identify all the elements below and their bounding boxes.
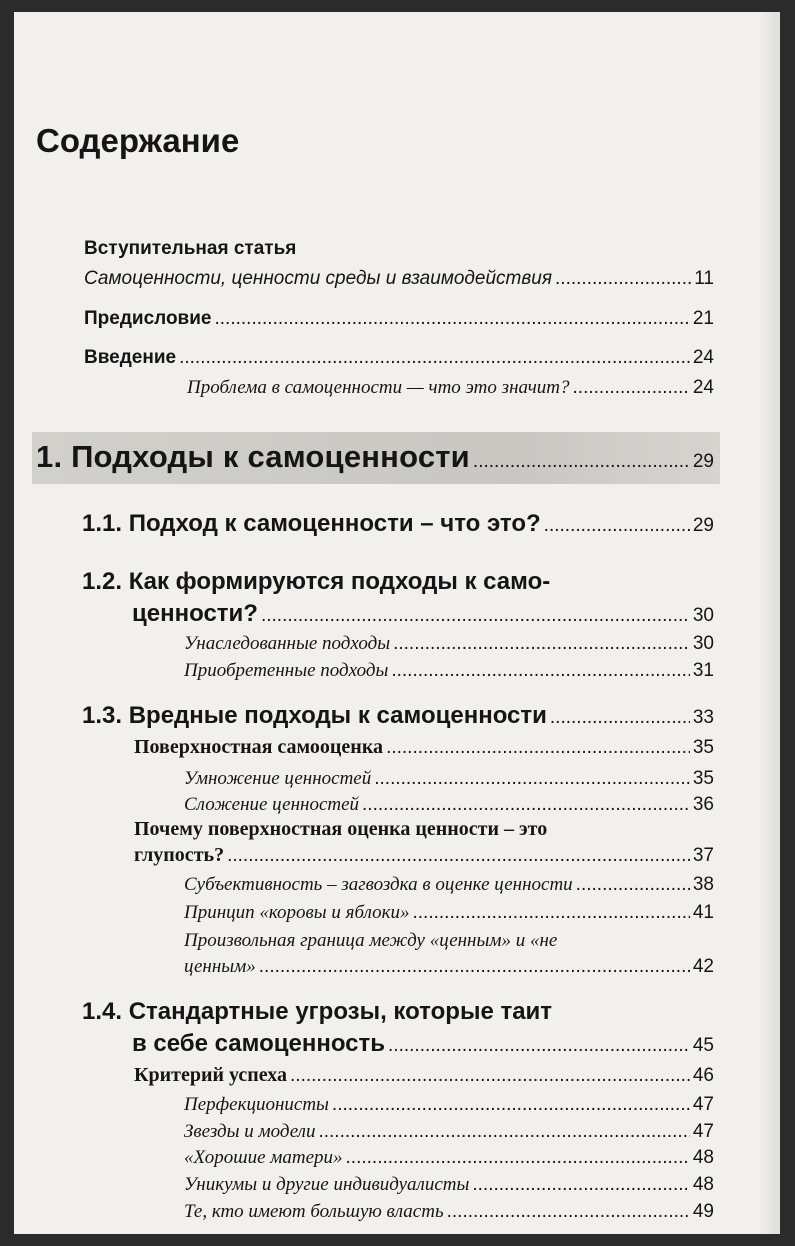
toc-entry-success[interactable]: [134, 1064, 714, 1087]
toc-entry-intro-article[interactable]: [84, 268, 714, 290]
page-number: 24: [692, 377, 714, 398]
entry-title: Звезды и модели: [184, 1121, 316, 1142]
section-title-line2: ценности?: [132, 600, 258, 627]
page-number: 24: [692, 347, 714, 368]
intro-article-label: Вступительная статья: [84, 238, 297, 259]
entry-title: Умножение ценностей: [184, 768, 372, 789]
page-number: 41: [692, 902, 714, 923]
entry-title: Критерий успеха: [134, 1064, 288, 1086]
page-number: 49: [692, 1201, 714, 1222]
leader-dots: [391, 660, 690, 682]
leader-dots: [318, 1121, 689, 1143]
section-title-1-2-line1: 1.2. Как формируются подходы к само-: [82, 568, 551, 595]
toc-entry-power[interactable]: [184, 1201, 714, 1223]
page-number: 37: [692, 845, 714, 866]
leader-dots: [362, 794, 690, 816]
toc-entry-inherited[interactable]: [184, 633, 714, 655]
leader-dots: [290, 1065, 690, 1087]
contents-heading: Содержание: [36, 122, 240, 159]
page-number: 38: [692, 874, 714, 895]
leader-dots: [227, 845, 690, 867]
leader-dots: [259, 956, 690, 978]
page-number: 47: [692, 1094, 714, 1115]
page-number: 29: [692, 451, 714, 472]
section-title: 1.3. Вредные подходы к самоценности: [82, 702, 547, 729]
toc-entry-border[interactable]: [184, 956, 714, 978]
toc-entry-multiply[interactable]: [184, 768, 714, 790]
page-number: 45: [692, 1035, 714, 1056]
leader-dots: [447, 1201, 690, 1223]
leader-dots: [393, 633, 690, 655]
page-number: 35: [692, 737, 714, 758]
entry-title: «Хорошие матери»: [184, 1147, 343, 1168]
entry-title: Сложение ценностей: [184, 794, 360, 815]
toc-entry-problem[interactable]: [187, 377, 714, 399]
page-number: 21: [692, 308, 714, 329]
leader-dots: [332, 1094, 690, 1116]
toc-entry-addition[interactable]: [184, 794, 714, 816]
toc-entry-1-3[interactable]: [82, 702, 714, 730]
entry-why-line1: Почему поверхностная оценка ценности – это: [134, 818, 548, 840]
section-title: 1.1. Подход к самоценности – что это?: [82, 510, 541, 537]
toc-entry-1-1[interactable]: [82, 510, 714, 538]
page-spine-shadow: [758, 12, 780, 1234]
page-number: 48: [692, 1174, 714, 1195]
page-number: 47: [692, 1121, 714, 1142]
leader-dots: [555, 268, 691, 290]
book-page: [14, 12, 780, 1234]
page-number: 29: [692, 515, 714, 536]
entry-title: Субъективность – загвоздка в оценке ценности: [184, 874, 573, 895]
entry-title: Предисловие: [84, 308, 212, 329]
leader-dots: [215, 308, 690, 330]
leader-dots: [576, 874, 690, 896]
toc-entry-mothers[interactable]: [184, 1147, 714, 1169]
entry-title: Поверхностная самооценка: [134, 736, 384, 758]
entry-title-line2: ценным»: [184, 956, 256, 977]
leader-dots: [473, 451, 690, 473]
leader-dots: [472, 1174, 690, 1196]
page-number: 46: [692, 1065, 714, 1086]
leader-dots: [346, 1147, 690, 1169]
entry-title: Перфекционисты: [184, 1094, 329, 1115]
entry-title-line2: глупость?: [134, 844, 225, 866]
entry-title: Приобретенные подходы: [184, 660, 389, 681]
leader-dots: [386, 737, 690, 759]
page-number: 11: [694, 268, 714, 289]
entry-title: Те, кто имеют большую власть: [184, 1201, 444, 1222]
page-number: 30: [692, 605, 714, 626]
toc-entry-superficial[interactable]: [134, 736, 714, 759]
leader-dots: [179, 347, 690, 369]
entry-title: Введение: [84, 347, 177, 368]
entry-title: Принцип «коровы и яблоки»: [184, 902, 410, 923]
entry-title: Унаследованные подходы: [184, 633, 391, 654]
leader-dots: [388, 1035, 690, 1057]
section-title-line2: в себе самоценность: [132, 1030, 386, 1057]
toc-entry-cows[interactable]: [184, 902, 714, 924]
entry-border-line1: Произвольная граница между «ценным» и «не: [184, 930, 558, 951]
page-number: 48: [692, 1147, 714, 1168]
toc-entry-1-2[interactable]: [132, 600, 714, 628]
toc-entry-introduction[interactable]: [84, 347, 714, 369]
leader-dots: [413, 902, 690, 924]
toc-entry-chapter-1[interactable]: [36, 439, 714, 475]
toc-entry-stars[interactable]: [184, 1121, 714, 1143]
page-number: 30: [692, 633, 714, 654]
leader-dots: [573, 377, 690, 399]
page-number: 36: [692, 794, 714, 815]
page-number: 35: [692, 768, 714, 789]
entry-title: Уникумы и другие индивидуалисты: [184, 1174, 470, 1195]
toc-entry-preface[interactable]: [84, 308, 714, 330]
chapter-title: 1. Подходы к самоценности: [36, 439, 470, 474]
toc-entry-acquired[interactable]: [184, 660, 714, 682]
page-number: 31: [692, 660, 714, 681]
leader-dots: [261, 605, 690, 627]
toc-entry-subjectivity[interactable]: [184, 874, 714, 896]
page-number: 33: [692, 707, 714, 728]
leader-dots: [544, 515, 690, 537]
section-title-1-4-line1: 1.4. Стандартные угрозы, которые таит: [82, 998, 553, 1025]
toc-entry-unique[interactable]: [184, 1174, 714, 1196]
leader-dots: [550, 707, 690, 729]
page-number: 42: [692, 956, 714, 977]
entry-title: Проблема в самоценности — что это значит?: [187, 377, 570, 398]
toc-entry-why[interactable]: [134, 844, 714, 867]
entry-title: Самоценности, ценности среды и взаимодействия: [84, 268, 553, 289]
toc-entry-1-4[interactable]: [132, 1030, 714, 1058]
toc-entry-perfectionists[interactable]: [184, 1094, 714, 1116]
leader-dots: [374, 768, 690, 790]
